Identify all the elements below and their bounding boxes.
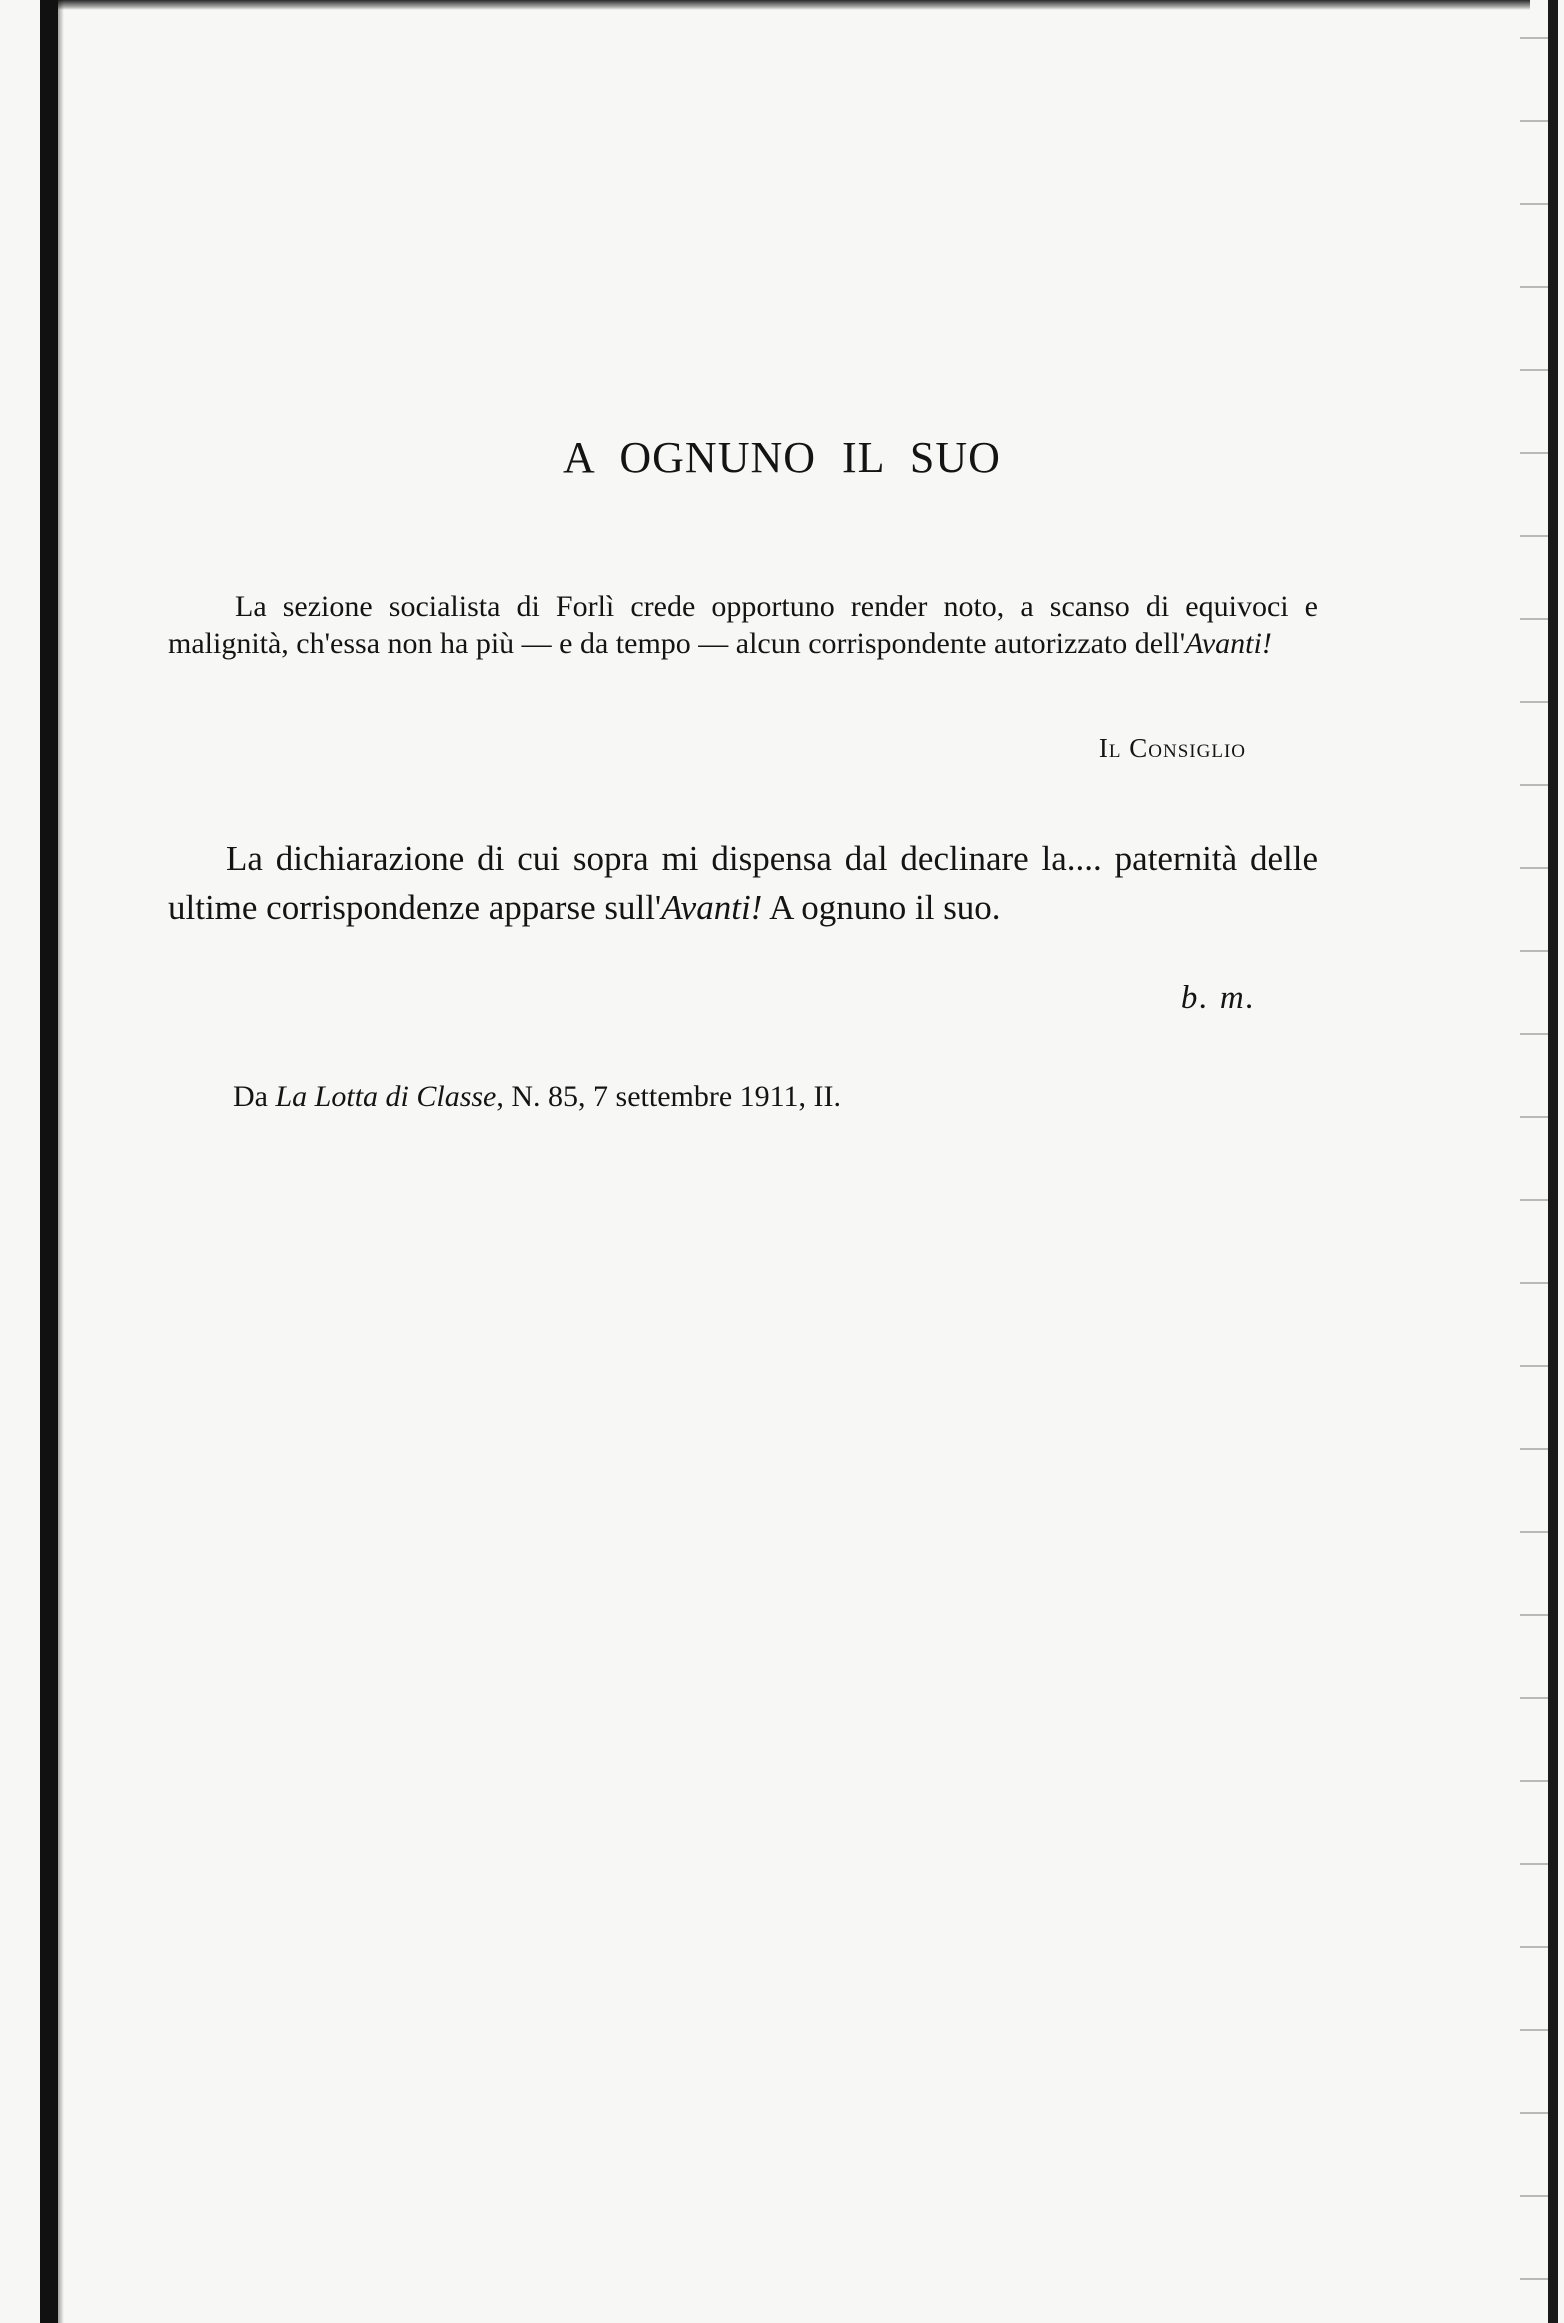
notice-newspaper-name: Avanti! — [1185, 627, 1272, 660]
response-newspaper-name: Avanti! — [661, 888, 763, 927]
binding-shadow — [58, 0, 64, 2323]
response-text: La dichiarazione di cui sopra mi dispensa dal declinare la.... paternità delle ultime corrispondenze apparse sull' — [168, 839, 1318, 927]
notice-signature: Il Consiglio — [1098, 733, 1246, 763]
article-title: A OGNUNO IL SUO — [563, 433, 1001, 482]
page-top-edge — [40, 0, 1530, 10]
page-binding-edge — [40, 0, 58, 2323]
source-details: , N. 85, 7 settembre 1911, II. — [496, 1080, 842, 1113]
notice-text: La sezione socialista di Forlì crede opportuno render noto, a scanso di equivoci e malignità, ch'essa non ha più — e da tempo — alcun corrispondente autorizzato dell' — [168, 590, 1318, 660]
page-right-speckle — [1520, 0, 1548, 2323]
author-response — [168, 834, 1318, 932]
source-citation — [233, 1080, 1233, 1114]
source-publication: La Lotta di Classe — [275, 1080, 497, 1113]
page-right-edge — [1548, 0, 1558, 2323]
section-notice — [168, 588, 1318, 662]
author-initials: b. m. — [1180, 980, 1256, 1016]
response-closing: A ognuno il suo. — [762, 888, 1001, 927]
source-prefix: Da — [233, 1080, 276, 1113]
